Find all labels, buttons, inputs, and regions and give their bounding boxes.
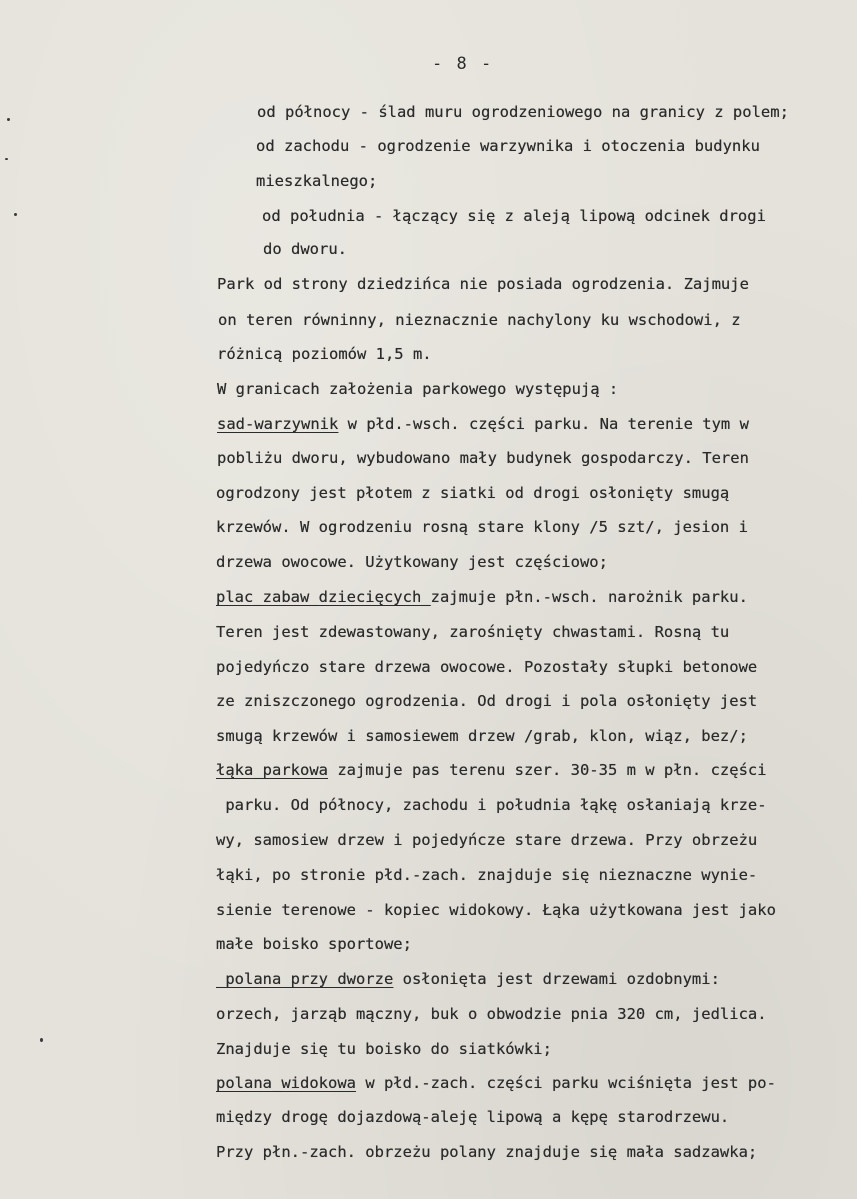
text-segment: zajmuje płn.-wsch. narożnik parku. (430, 588, 748, 606)
text-line (217, 380, 618, 398)
text-line (216, 761, 767, 779)
text-segment: orzech, jarząb mączny, buk o obwodzie pnia 320 cm, jedlica. (216, 1005, 767, 1023)
page-number: - 8 - (432, 54, 494, 74)
text-line (217, 345, 432, 363)
text-segment: ze zniszczonego ogrodzenia. Od drogi i pola osłonięty jest (216, 692, 758, 710)
text-segment: pojedyńczo stare drzewa owocowe. Pozostały słupki betonowe (216, 658, 758, 676)
text-line (216, 866, 757, 884)
text-line (216, 831, 757, 849)
text-segment: w płd.-zach. części parku wciśnięta jest po- (355, 1074, 776, 1092)
text-line (262, 207, 766, 225)
text-segment: sienie terenowe - kopiec widokowy. Łąka użytkowana jest jako (216, 901, 776, 919)
underlined-term: plac_zabaw_dziecięcych_ (216, 588, 431, 606)
text-segment: od południa - łączący się z aleją lipową odcinek drogi (262, 207, 766, 225)
text-segment: ogrodzony jest płotem z siatki od drogi osłonięty smugą (216, 484, 730, 502)
text-segment: Park od strony dziedzińca nie posiada ogrodzenia. Zajmuje (217, 275, 749, 293)
text-line (257, 103, 789, 121)
text-line (216, 1074, 776, 1092)
scan-speck (40, 1038, 43, 1042)
text-line (217, 275, 749, 293)
text-line (216, 727, 748, 745)
text-segment: Teren jest zdewastowany, zarośnięty chwastami. Rosną tu (216, 623, 730, 641)
text-segment: on teren równinny, nieznacznie nachylony ku wschodowi, z (218, 311, 741, 329)
text-line (216, 1143, 757, 1161)
text-line (216, 1005, 767, 1023)
text-line (217, 449, 749, 467)
text-segment: od zachodu - ogrodzenie warzywnika i otoczenia budynku (256, 137, 760, 155)
text-segment: do dworu. (263, 240, 347, 258)
text-line (216, 1040, 552, 1058)
text-line (216, 658, 757, 676)
text-line (256, 172, 377, 190)
text-segment: parku. Od północy, zachodu i południa łąkę osłaniają krze- (216, 796, 767, 814)
scan-speck (5, 158, 8, 160)
underlined-term: łąka_parkowa (216, 761, 328, 779)
underlined-term: _polana przy dworze (216, 970, 394, 988)
text-segment: krzewów. W ogrodzeniu rosną stare klony /5 szt/, jesion i (216, 518, 748, 536)
text-segment: w płd.-wsch. części parku. Na terenie tym w (338, 415, 749, 433)
text-segment: różnicą poziomów 1,5 m. (217, 345, 432, 363)
text-line (216, 553, 608, 571)
text-line (216, 970, 720, 988)
text-line (216, 901, 776, 919)
text-line (216, 935, 412, 953)
text-segment: między drogę dojazdową-aleję lipową a kępę starodrzewu. (216, 1108, 730, 1126)
text-line (216, 796, 767, 814)
text-line (216, 518, 748, 536)
text-segment: drzewa owocowe. Użytkowany jest częściowo; (216, 553, 608, 571)
text-line (263, 240, 347, 258)
text-line (218, 311, 741, 329)
text-segment: łąki, po stronie płd.-zach. znajduje się nieznaczne wynie- (216, 866, 758, 884)
scan-speck (14, 213, 17, 216)
scan-speck (7, 118, 10, 121)
text-segment: mieszkalnego; (256, 172, 378, 190)
underlined-term: sad-warzywnik (217, 415, 339, 433)
text-line (256, 137, 760, 155)
text-segment: małe boisko sportowe; (216, 935, 412, 953)
text-segment: Przy płn.-zach. obrzeżu polany znajduje się mała sadzawka; (216, 1143, 758, 1161)
text-line (217, 415, 749, 433)
text-line (216, 588, 748, 606)
text-segment: osłonięta jest drzewami ozdobnymi: (393, 970, 720, 988)
text-segment: pobliżu dworu, wybudowano mały budynek gospodarczy. Teren (217, 449, 749, 467)
text-segment: smugą krzewów i samosiewem drzew /grab, klon, wiąz, bez/; (216, 727, 748, 745)
text-line (216, 484, 729, 502)
text-segment: W granicach założenia parkowego występują : (217, 380, 619, 398)
text-line (216, 623, 729, 641)
text-segment: zajmuje pas terenu szer. 30-35 m w płn. części (327, 761, 767, 779)
text-segment: Znajduje się tu boisko do siatkówki; (216, 1040, 552, 1058)
text-line (216, 1108, 729, 1126)
text-segment: od północy - ślad muru ogrodzeniowego na granicy z polem; (257, 103, 789, 121)
text-segment: wy, samosiew drzew i pojedyńcze stare drzewa. Przy obrzeżu (216, 831, 758, 849)
text-line (216, 692, 757, 710)
underlined-term: polana_widokowa (216, 1074, 356, 1092)
